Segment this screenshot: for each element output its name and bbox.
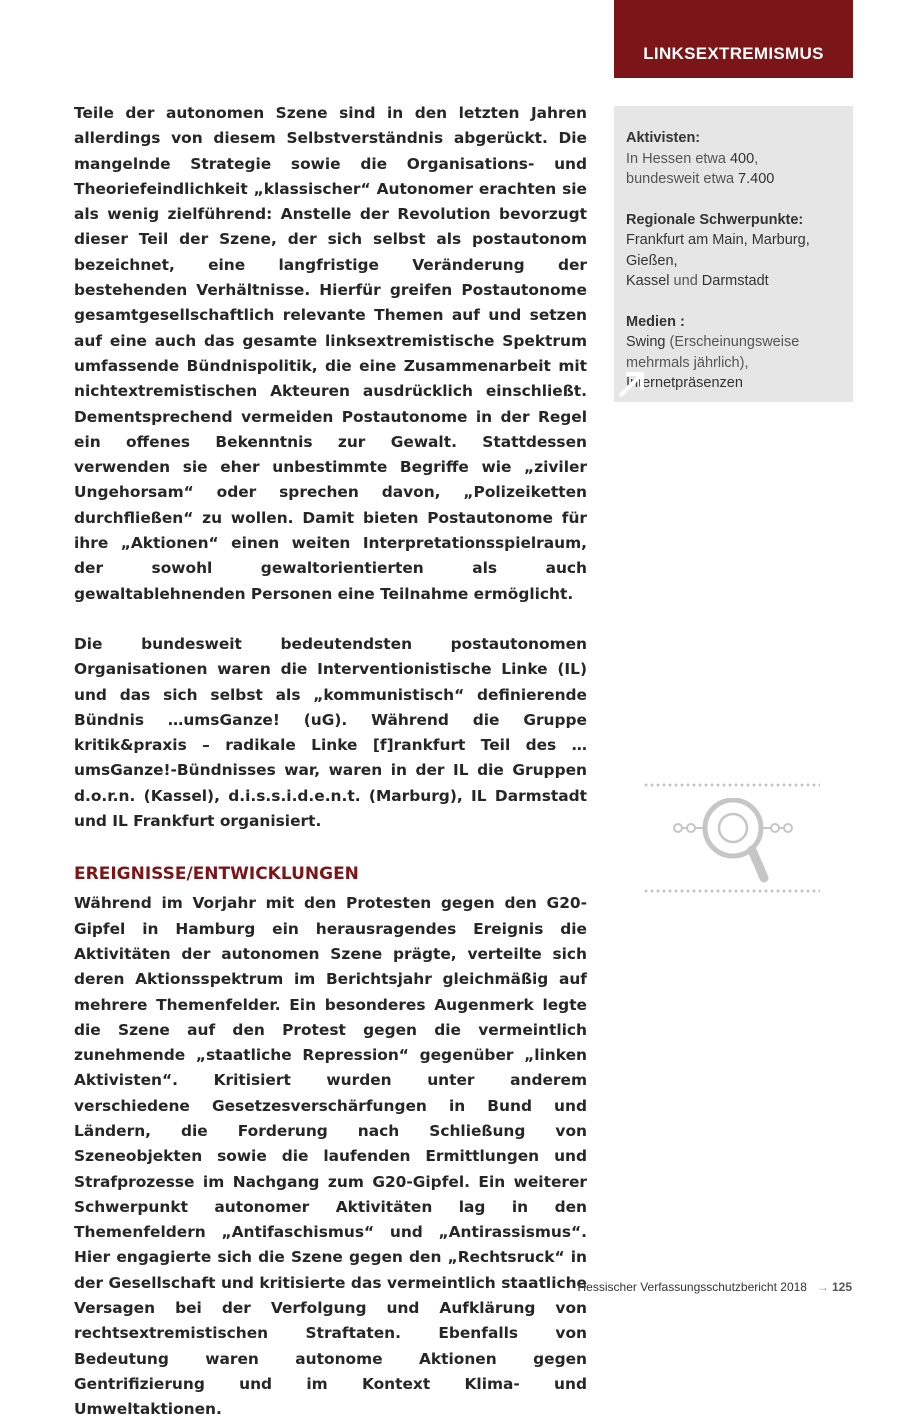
fact-media-internet: Internetpräsenzen (626, 375, 743, 391)
main-text-column (74, 101, 587, 1423)
fact-activists-label: Aktivisten: (626, 130, 701, 146)
dotted-divider-top (643, 783, 820, 787)
paragraph-organisationen: Die bundesweit bedeutendsten postautonomen Organisationen waren die Interventionistische Linke (IL) und das sich selbst als „kommunistisch“ definierende Bündnis …umsGanze! (uG). Während die Gruppe kritik&praxis – radikale Linke [f]rankfurt Teil des …umsGanze!-Bündnisses war, waren in der IL die Gruppen d.o.r.n. (Kassel), d.i.s.s.i.d.e.n.t. (Marburg), IL Darmstadt und IL Frankfurt organisiert. (74, 634, 587, 831)
section-tab (614, 0, 853, 78)
fact-regions-darmstadt: Darmstadt (701, 273, 769, 289)
fact-regions (626, 210, 850, 292)
fact-activists-bund-text: bundesweit etwa (626, 171, 739, 187)
section-heading: EREIGNISSE/ENTWICKLUNGEN (74, 864, 359, 885)
fact-media-swing: Swing (626, 334, 666, 350)
arrow-right-icon: → (816, 1280, 829, 1294)
section-tab-label: LINKSEXTREMISMUS (643, 44, 824, 63)
paragraph-ereignisse: Während im Vorjahr mit den Protesten gegen den G20-Gipfel in Hamburg ein herausragendes Ereignis die Aktivitäten der autonomen Szene prägte, verteilte sich deren Aktionsspektrum im Berichtsjahr gleichmäßig auf mehrere Themenfelder. Ein besonderes Augenmerk legte die Szene auf den Protest gegen die vermeintlich zunehmende „staatliche Repression“ gegenüber „linken Aktivisten“. Kritisiert wurden unter anderem verschiedene Gesetzesverschärfungen in Bund und Ländern, die Forderung nach Schließung von Szeneobjekten sowie die laufenden Ermittlungen und Strafprozesse im Nachgang zum G20-Gipfel. Ein weiterer Schwerpunkt autonomer Aktivitäten lag in den Themenfeldern „Antifaschismus“ und „Antirassismus“. Hier engagierte sich die Szene gegen den „Rechtsruck“ in der Gesellschaft und kritisierte das vermeintlich staatliche Versagen bei der Verfolgung und Aufklärung von rechtsextremistischen Straftaten. Ebenfalls von Bedeutung waren autonome Aktionen gegen Gentrifizierung und im Kontext Klima- und Umweltaktionen. (74, 894, 587, 1419)
fact-box (614, 106, 853, 402)
arrow-northeast-icon (614, 362, 654, 402)
fact-activists-hessen-text: In Hessen etwa (626, 150, 730, 167)
magnifier-icon (670, 798, 796, 884)
fact-media (626, 312, 850, 394)
fact-regions-und: und (669, 273, 702, 289)
fact-regions-label: Regionale Schwerpunkte: (626, 211, 804, 228)
footer-report-title: Hessischer Verfassungsschutzbericht 2018 (577, 1280, 807, 1294)
paragraph-postautonome: Teile der autonomen Szene sind in den letzten Jahren allerdings von diesem Selbstverständnis abgerückt. Die mangelnde Strategie sowie die Organisations- und Theoriefeindlichkeit „klassischer“ Autonomer erachten sie als wenig zielführend: Anstelle der Revolution bevorzugt dieser Teil der Szene, der sich selbst als postautonom bezeichnet, eine langfristige Veränderung der bestehenden Verhältnisse. Hierfür greifen Postautonome gesamtgesellschaftlich relevante Themen auf und setzen auf eine auch das gesamte linksextremistische Spektrum umfassende Bündnispolitik, die eine Zusammenarbeit mit nichtextremistischen Akteuren ausdrücklich einschließt. Dementsprechend vermeiden Postautonome in der Regel ein offenes Bekenntnis zur Gewalt. Stattdessen verwenden sie eher unbestimmte Begriffe wie „ziviler Ungehorsam“ oder sprechen davon, „Polizeiketten durchfließen“ zu wollen. Damit bieten Postautonome für ihre „Aktionen“ einen weiten Interpretationsspielraum, der sowohl gewaltorientierten als auch gewaltablehnenden Personen eine Teilnahme ermöglicht. (74, 104, 587, 603)
page-number: 125 (831, 1280, 852, 1294)
fact-media-swing-note: (Erscheinungsweise mehrmals jährlich), (626, 334, 800, 371)
fact-activists-hessen-suffix: , (754, 150, 759, 167)
fact-media-label: Medien : (626, 313, 685, 330)
dotted-divider-bottom (643, 889, 820, 893)
fact-activists-bund-value: 7.400 (738, 171, 775, 187)
page-footer (578, 1280, 852, 1294)
fact-activists-hessen-value: 400 (729, 150, 755, 167)
fact-regions-kassel: Kassel (626, 273, 670, 289)
fact-regions-line1: Frankfurt am Main, Marburg, Gießen, (626, 232, 810, 269)
fact-activists (626, 128, 850, 190)
